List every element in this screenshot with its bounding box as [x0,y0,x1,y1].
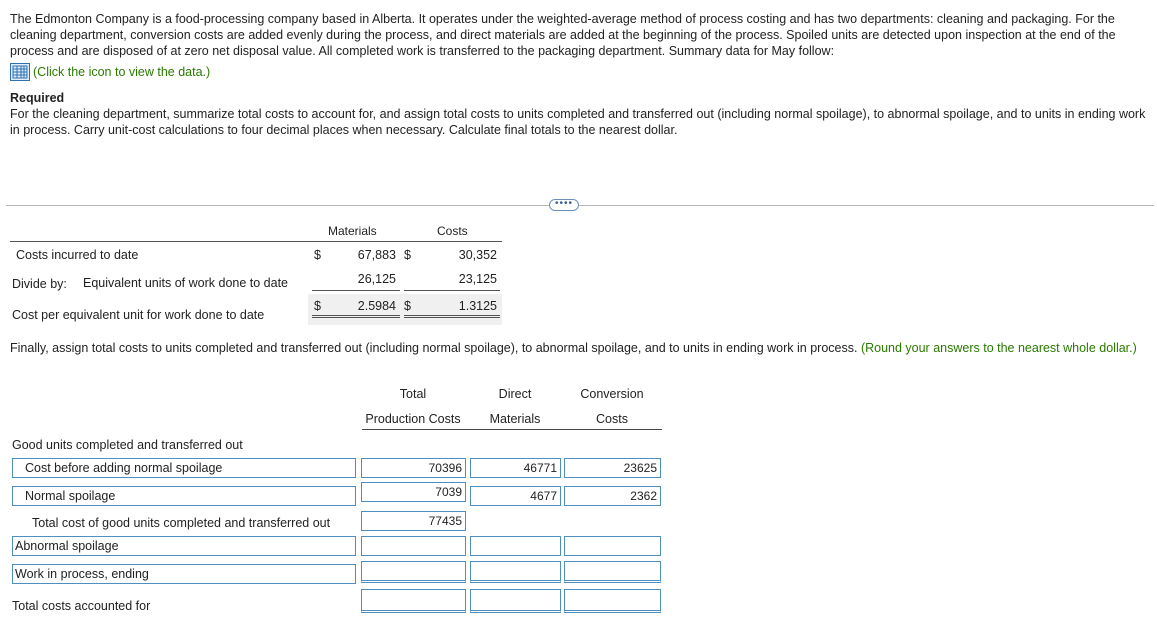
underline-costs [404,290,500,291]
dollar-sign: $ [404,299,411,313]
row-label-total-accounted: Total costs accounted for [12,599,151,613]
group-label-good-units: Good units completed and transferred out [12,438,243,452]
double-underline-materials [312,315,400,318]
dm-abnormal-spoilage-input[interactable] [470,536,561,556]
conversion-cost-per-unit: 1.3125 [458,299,497,313]
hdr-dm-line1: Direct [498,387,532,401]
view-data-link[interactable] [10,62,210,82]
col-header-costs: Costs [437,224,468,236]
double-underline-costs [404,315,500,318]
cc-normal-spoilage-input[interactable] [564,486,661,506]
hdr-cc-line1: Conversion [580,387,644,401]
dm-normal-spoilage-input[interactable] [470,486,561,506]
row-label-wip-ending: Work in process, ending [12,564,356,584]
materials-equivalent-units: 26,125 [357,272,396,286]
row-costs-incurred-label: Costs incurred to date [16,248,139,262]
dollar-sign: $ [404,248,411,262]
row-label-abnormal-spoilage: Abnormal spoilage [12,536,356,556]
hdr-total-line1: Total [399,387,427,401]
hdr-cc-line2: Costs [596,412,628,426]
materials-cost-per-unit: 2.5984 [357,299,396,313]
dm-costs-accounted-input[interactable] [470,589,561,613]
underline-materials [312,290,400,291]
row-label-cost-before-spoilage: Cost before adding normal spoilage [12,458,356,478]
finally-instruction [10,340,1145,356]
row-label-normal-spoilage: Normal spoilage [12,486,356,506]
total-costs-accounted-input[interactable] [361,589,466,613]
total-cost-before-spoilage-input[interactable] [361,458,466,478]
problem-intro: The Edmonton Company is a food-processing company based in Alberta. It operates under the weighted-average method of process costing and has two departments: cleaning and packaging. For the cleaning department, conversion costs are added evenly during the process, and direct materials are added at the beginning of the process. Spoiled units are detected upon inspection at the end of the process and are disposed of at zero net disposal value. All completed work is transferred to the packaging department. Summary data for May follow: [10,12,1116,58]
hdr-total-line2: Production Costs [365,412,461,426]
header-rule [362,429,662,430]
dollar-sign: $ [314,248,321,262]
finally-text: Finally, assign total costs to units completed and transferred out (including normal spoilage), to abnormal spoilage, and to units in ending work in process. [10,341,858,355]
rounding-hint: (Round your answers to the nearest whole dollar.) [860,341,1137,355]
expand-more-button[interactable]: •••• [549,199,579,211]
table-grid-icon[interactable] [10,63,30,81]
materials-costs-incurred: 67,883 [357,248,396,262]
cc-cost-before-spoilage-input[interactable] [564,458,661,478]
cc-abnormal-spoilage-input[interactable] [564,536,661,556]
divide-by-label: Divide by: [12,277,67,291]
view-data-link-text[interactable]: (Click the icon to view the data.) [33,65,211,79]
total-good-units-input[interactable] [361,511,466,531]
table-top-rule [10,241,502,242]
dollar-sign: $ [314,299,321,313]
dm-cost-before-spoilage-input[interactable] [470,458,561,478]
cc-costs-accounted-input[interactable] [564,589,661,613]
row-label-total-good-units: Total cost of good units completed and transferred out [32,516,331,530]
col-header-materials: Materials [328,224,377,236]
hdr-dm-line2: Materials [489,412,541,426]
conversion-costs-incurred: 30,352 [458,248,497,262]
total-wip-ending-input[interactable] [361,561,466,583]
cc-wip-ending-input[interactable] [564,561,661,583]
row-equivalent-units-label: Equivalent units of work done to date [83,276,288,290]
required-text: For the cleaning department, summarize total costs to account for, and assign total costs to units completed and transferred out (including normal spoilage), to abnormal spoilage, and to units in ending work in process. Carry unit-cost calculations to four decimal places when necessary. Calculate final totals to the nearest dollar. [10,107,1146,137]
row-cost-per-unit-label: Cost per equivalent unit for work done to date [12,308,265,322]
dm-wip-ending-input[interactable] [470,561,561,583]
total-abnormal-spoilage-input[interactable] [361,536,466,556]
conversion-equivalent-units: 23,125 [458,272,497,286]
required-heading: Required [10,91,65,105]
total-normal-spoilage-input[interactable] [361,482,466,502]
section-divider [6,205,1154,206]
